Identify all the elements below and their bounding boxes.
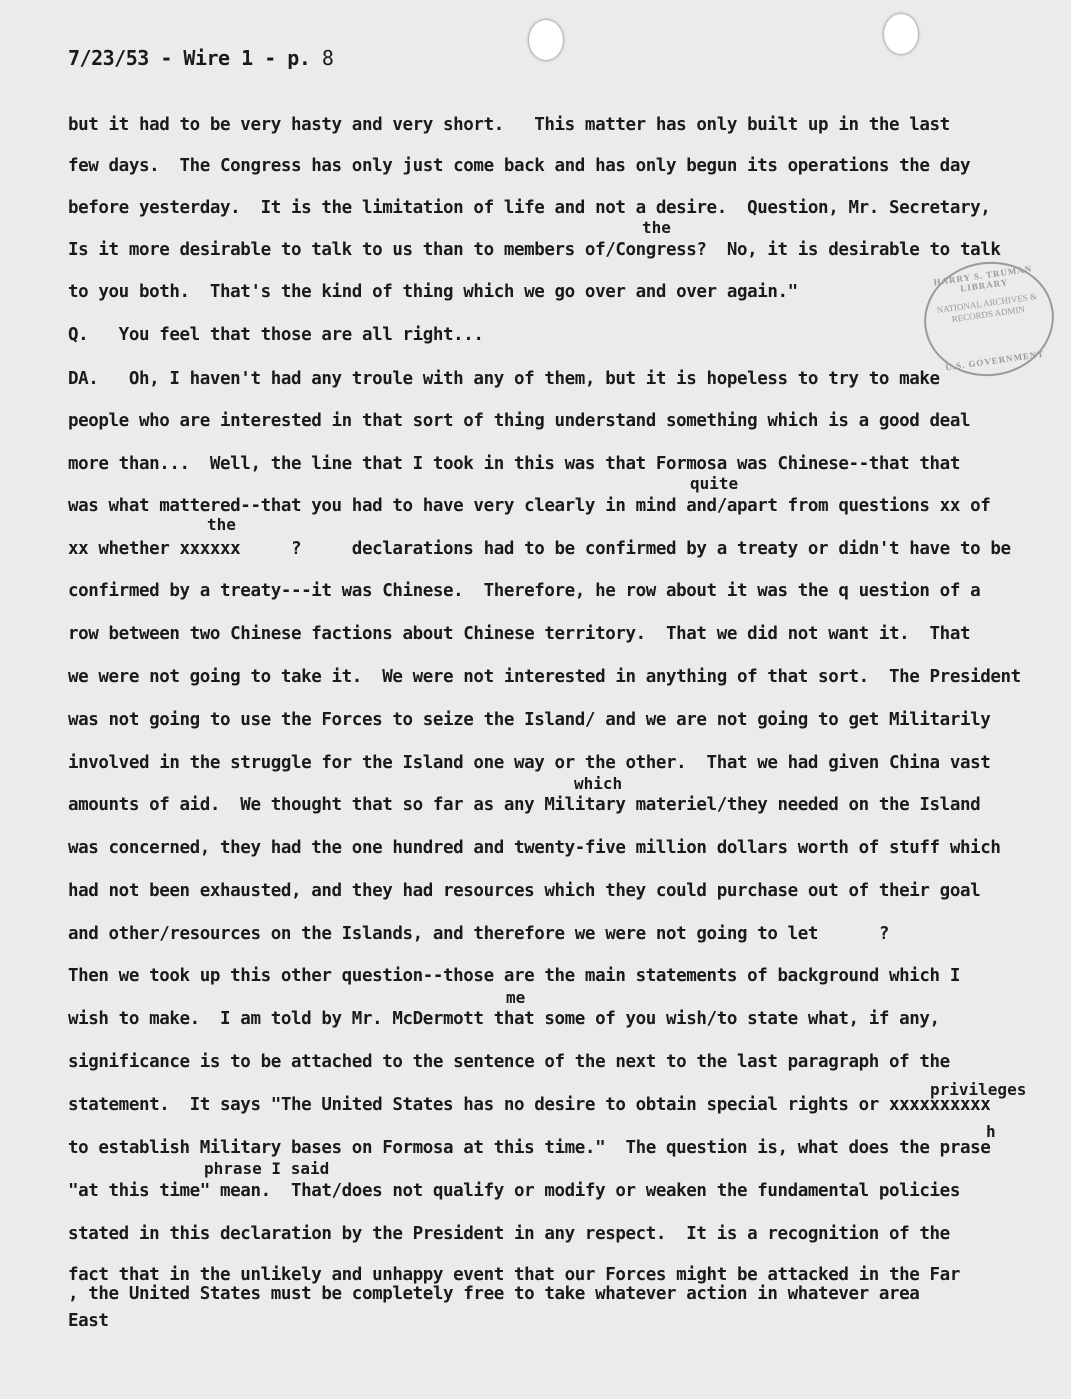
stamp-ring-top: HARRY S. TRUMAN LIBRARY <box>932 263 1033 294</box>
insertion-the-2: the <box>207 515 236 534</box>
text-line-14: we were not going to take it. We were not interested in anything of that sort. The President <box>68 667 1021 687</box>
header-text: 7/23/53 - Wire 1 - p. <box>68 46 311 70</box>
text-line-18: was concerned, they had the one hundred and twenty-five million dollars worth of stuff which <box>68 838 1001 858</box>
stamp-center: NATIONAL ARCHIVES & RECORDS ADMIN <box>935 291 1038 325</box>
text-line-16: involved in the struggle for the Island one way or the other. That we had given China vast <box>68 753 991 773</box>
insertion-privileges: privileges <box>930 1080 1027 1099</box>
page-header <box>68 46 333 70</box>
text-line-15: was not going to use the Forces to seize the Island/ and we are not going to get Militarily <box>68 710 991 730</box>
text-line-30: East <box>68 1311 109 1331</box>
text-line-13: row between two Chinese factions about Chinese territory. That we did not want it. That <box>68 624 971 644</box>
stamp-ring-bottom: U.S. GOVERNMENT <box>944 348 1045 373</box>
punch-hole-left <box>529 20 563 60</box>
text-line-23: significance is to be attached to the sentence of the next to the last paragraph of the <box>68 1052 950 1072</box>
text-line-2: few days. The Congress has only just come back and has only begun its operations the day <box>68 156 971 176</box>
text-line-21: Then we took up this other question--those are the main statements of background which I <box>68 966 960 986</box>
insertion-h: h <box>986 1122 996 1141</box>
text-line-28: fact that in the unlikely and unhappy event that our Forces might be attacked in the Far <box>68 1265 960 1285</box>
text-line-11: xx whether xxxxxx ? declarations had to be confirmed by a treaty or didn't have to be <box>68 539 1011 559</box>
text-line-3: before yesterday. It is the limitation of life and not a desire. Question, Mr. Secretary, <box>68 198 991 218</box>
text-line-9: more than... Well, the line that I took in this was that Formosa was Chinese--that that <box>68 454 960 474</box>
text-line-25: to establish Military bases on Formosa at this time." The question is, what does the prase <box>68 1138 991 1158</box>
text-line-10: was what mattered--that you had to have very clearly in mind and/apart from questions xx of <box>68 496 991 516</box>
header-page-number: 8 <box>321 46 334 70</box>
insertion-which: which <box>574 774 623 793</box>
text-line-17: amounts of aid. We thought that so far as any Military materiel/they needed on the Island <box>68 795 981 815</box>
text-line-6: Q. You feel that those are all right... <box>68 325 484 345</box>
text-line-20: and other/resources on the Islands, and therefore we were not going to let ? <box>68 924 890 944</box>
text-line-8: people who are interested in that sort of thing understand something which is a good deal <box>68 411 971 431</box>
text-line-1: but it had to be very hasty and very short. This matter has only built up in the last <box>68 115 950 135</box>
archive-stamp <box>917 254 1062 385</box>
text-line-29: , the United States must be completely free to take whatever action in whatever area <box>68 1284 920 1304</box>
insertion-the: the <box>642 218 671 237</box>
text-line-22: wish to make. I am told by Mr. McDermott that some of you wish/to state what, if any, <box>68 1009 940 1029</box>
text-line-27: stated in this declaration by the President in any respect. It is a recognition of the <box>68 1224 950 1244</box>
insertion-phrase-i-said: phrase I said <box>204 1159 330 1178</box>
text-line-24: statement. It says "The United States has no desire to obtain special rights or xxxxxxxxxx <box>68 1095 991 1115</box>
text-line-19: had not been exhausted, and they had resources which they could purchase out of their goal <box>68 881 981 901</box>
text-line-5: to you both. That's the kind of thing which we go over and over again." <box>68 282 798 302</box>
text-line-7: DA. Oh, I haven't had any troule with any of them, but it is hopeless to try to make <box>68 369 940 389</box>
text-line-12: confirmed by a treaty---it was Chinese. Therefore, he row about it was the q uestion of a <box>68 581 981 601</box>
text-line-4: Is it more desirable to talk to us than to members of/Congress? No, it is desirable to talk <box>68 240 1001 260</box>
insertion-quite: quite <box>690 474 739 493</box>
insertion-me: me <box>506 988 526 1007</box>
punch-hole-right <box>884 14 918 54</box>
text-line-26: "at this time" mean. That/does not qualify or modify or weaken the fundamental policies <box>68 1181 960 1201</box>
